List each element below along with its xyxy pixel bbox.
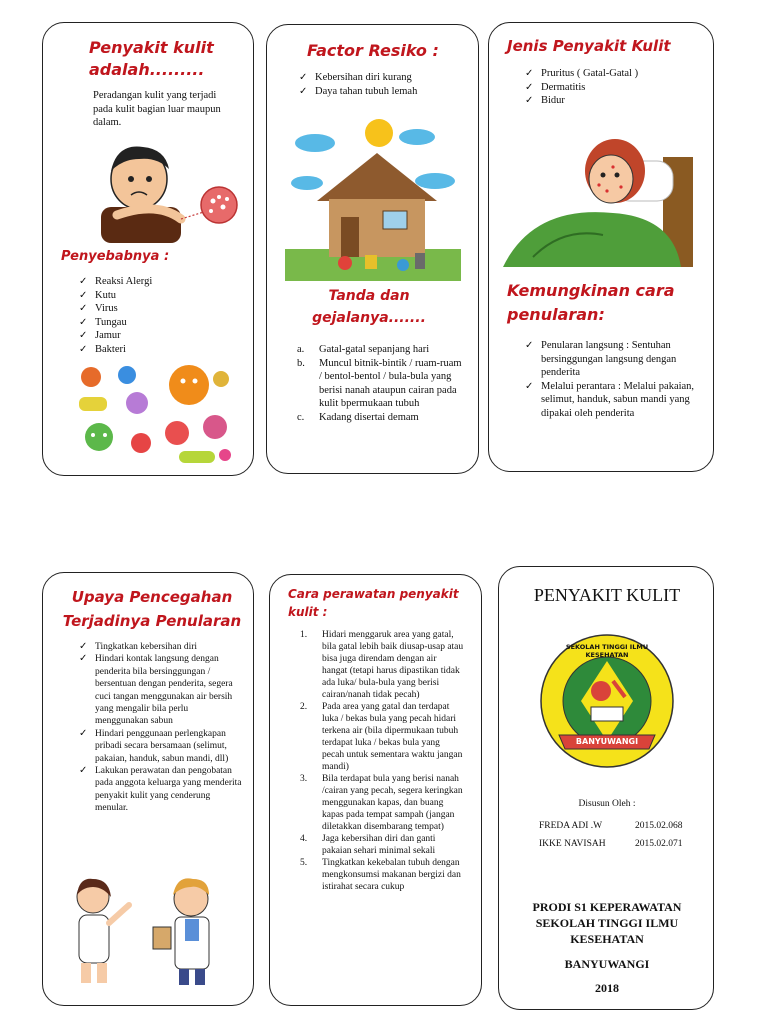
definition-text: Peradangan kulit yang terjadi pada kulit bagian luar maupun dalam. [93, 90, 221, 128]
risk-list [297, 71, 467, 98]
treatment-item: 3. Bila terdapat bula yang berisi nanah /cairan yang pecah, segera keringkan menggunakan kapas, dan buang kapas pada tempat sampah (jangan diletakkan disembarang tempat) [300, 774, 463, 832]
treatment-item: 1. Hidari menggaruk area yang gatal, bila gatal lebih baik diusap-usap atau bisa juga direndam dengan air hangat (tetapi harus dipastikan tidak ada luka/ bula-bula yang berisi cairan/nanah tidak pecah) [300, 630, 464, 700]
disease-type-item: ✓ Bidur [523, 94, 693, 108]
cause-item: ✓ Virus [77, 302, 227, 316]
prevention-item: ✓ Hindari kontak langsung dengan penderita bila bersinggungan / bersentuan dengan penderita, segera cuci tangan menggunakan air bersih yang mengalir bila perlu menggunakan sabun [77, 653, 243, 727]
nurse-doctor-illustration [59, 875, 239, 987]
transmission-item: ✓ Melalui perantara : Melalui pakaian, selimut, handuk, sabun mandi yang dipakai oleh penderita [523, 380, 695, 421]
logo-ring-text: SEKOLAH TINGGI ILMU KESEHATAN [565, 643, 649, 659]
cause-item: ✓ Bakteri [77, 343, 227, 357]
prevention-item: ✓ Hindari penggunaan perlengkapan pribadi secara bersamaan (selimut, pakaian, handuk, sabun mandi, dll) [77, 728, 243, 765]
transmission-title: Kemungkinan cara penularan: [507, 281, 675, 324]
symptom-item: b. Muncul bitnik-bintik / ruam-ruam / bentol-bentol / bula-bula yang berisi nanah ataupun cairan pada kulit bpermukaan tubuh [297, 357, 462, 409]
prevention-item: ✓ Tingkatkan kebersihan diri [77, 641, 243, 653]
compiled-by-label: Disusun Oleh : [578, 799, 636, 809]
prevention-list [77, 641, 243, 815]
panel-cover [498, 566, 714, 1010]
author-id: 2015.02.068 [635, 821, 683, 831]
city-label: BANYUWANGI [564, 957, 650, 971]
germs-illustration [69, 363, 239, 467]
treatment-item: 4. Jaga kebersihan diri dan ganti pakaian sehari minimal sekali [300, 834, 436, 856]
causes-title: Penyebabnya : [61, 249, 170, 264]
program-line: KESEHATAN [570, 932, 644, 946]
panel-disease-types [488, 22, 714, 472]
panel-prevention [42, 572, 254, 1006]
panel-treatment [269, 574, 482, 1006]
panel-risk-factors [266, 24, 479, 474]
author-name: FREDA ADI .W [539, 821, 603, 831]
dirty-house-illustration [285, 113, 461, 281]
school-logo-emblem [537, 631, 677, 771]
panel1-title: Penyakit kulit adalah......... [89, 38, 214, 79]
panel4-title: Upaya Pencegahan Terjadinya Penularan [62, 588, 242, 630]
author-row [539, 839, 699, 849]
disease-type-item: ✓ Dermatitis [523, 81, 693, 95]
cover-title: PENYAKIT KULIT [533, 585, 681, 605]
risk-item: ✓ Daya tahan tubuh lemah [297, 85, 467, 99]
logo-banner-text: BANYUWANGI [575, 737, 639, 746]
panel2-title: Factor Resiko : [307, 41, 439, 60]
symptom-item: c. Kadang disertai demam [297, 411, 419, 423]
prevention-item: ✓ Lakukan perawatan dan pengobatan pada anggota keluarga yang menderita penyakit kulit yang cenderung menular. [77, 765, 243, 815]
author-name: IKKE NAVISAH [539, 839, 606, 849]
panel5-title: Cara perawatan penyakit kulit : [288, 587, 459, 619]
panel3-title: Jenis Penyakit Kulit [507, 37, 671, 55]
cause-item: ✓ Kutu [77, 289, 227, 303]
panel-definition [42, 22, 254, 476]
disease-types-list [523, 67, 693, 108]
cause-item: ✓ Jamur [77, 329, 227, 343]
cause-item: ✓ Reaksi Alergi [77, 275, 227, 289]
symptoms-list [297, 343, 465, 424]
disease-type-item: ✓ Pruritus ( Gatal-Gatal ) [523, 67, 693, 81]
scratching-boy-illustration [77, 135, 247, 243]
year-label: 2018 [595, 981, 619, 995]
transmission-item: ✓ Penularan langsung : Sentuhan bersinggungan langsung dengan penderita [523, 339, 695, 380]
author-id: 2015.02.071 [635, 839, 683, 849]
causes-list [77, 275, 227, 356]
author-row [539, 821, 699, 831]
treatment-item: 5. Tingkatkan kekebalan tubuh dengan mengkonsumsi makanan bergizi dan istirahat secara cukup [300, 858, 461, 892]
symptoms-title: Tanda dan gejalanya....... [312, 288, 426, 326]
symptom-item: a. Gatal-gatal sepanjang hari [297, 344, 430, 355]
treatment-list [300, 629, 464, 893]
program-block [499, 899, 714, 947]
program-line: SEKOLAH TINGGI ILMU [535, 916, 679, 930]
transmission-list [523, 339, 695, 420]
sick-girl-illustration [503, 117, 699, 273]
cause-item: ✓ Tungau [77, 316, 227, 330]
treatment-item: 2. Pada area yang gatal dan terdapat luka / bekas bula yang pecah hidari terkena air (bila dipermukaan tubuh terdapat luka / bekas bula yang pecah untuk sementara waktu jangan mandi) [300, 702, 463, 772]
program-line: PRODI S1 KEPERAWATAN [532, 900, 682, 914]
risk-item: ✓ Kebersihan diri kurang [297, 71, 467, 85]
